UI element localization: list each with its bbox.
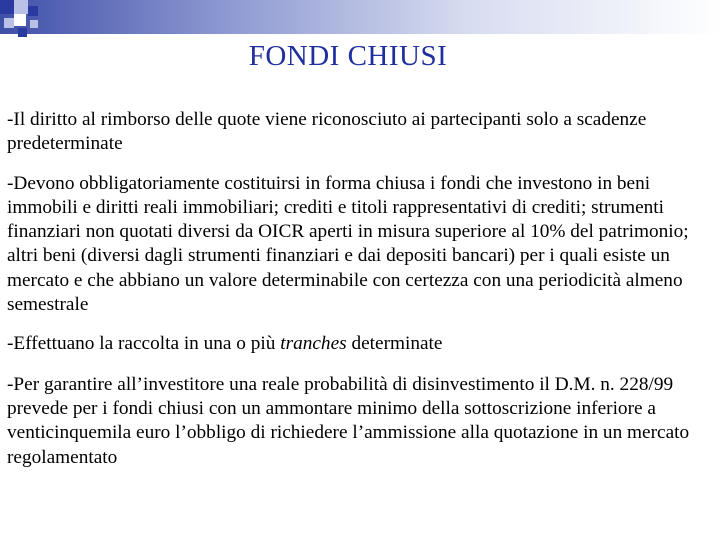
paragraph-tranches [7, 332, 715, 356]
tranches-text-after: determinate [346, 333, 443, 355]
header-gradient-bar [0, 0, 720, 34]
slide-body [7, 108, 715, 485]
slide-title: FONDI CHIUSI [248, 40, 448, 72]
paragraph-forma-chiusa: -Devono obbligatoriamente costituirsi in forma chiusa i fondi che investono in beni immobili e diritti reali immobiliari; crediti e titoli rappresentativi di crediti; strumenti finanziari non quotati diversi da OICR aperti in misura superiore al 10% del patrimonio; altri beni (diversi dagli strumenti finanziari e dai depositi bancari) per i quali esiste un mercato e che abbiano un valore determinabile con certezza con una periodicità almeno semestrale [7, 172, 689, 316]
tranches-text-before: -Effettuano la raccolta in una o più [7, 333, 281, 355]
paragraph-rimborso: -Il diritto al rimborso delle quote viene riconosciuto ai partecipanti solo a scadenze predeterminate [7, 109, 647, 155]
tranches-italic-word: tranches [280, 333, 347, 355]
paragraph-quotazione: -Per garantire all’investitore una reale probabilità di disinvestimento il D.M. n. 228/99 prevede per i fondi chiusi con un ammontare minimo della sottoscrizione inferiore a venticinquemila euro l’obbligo di richiedere l’ammissione alla quotazione in un mercato regolamentato [7, 373, 690, 468]
